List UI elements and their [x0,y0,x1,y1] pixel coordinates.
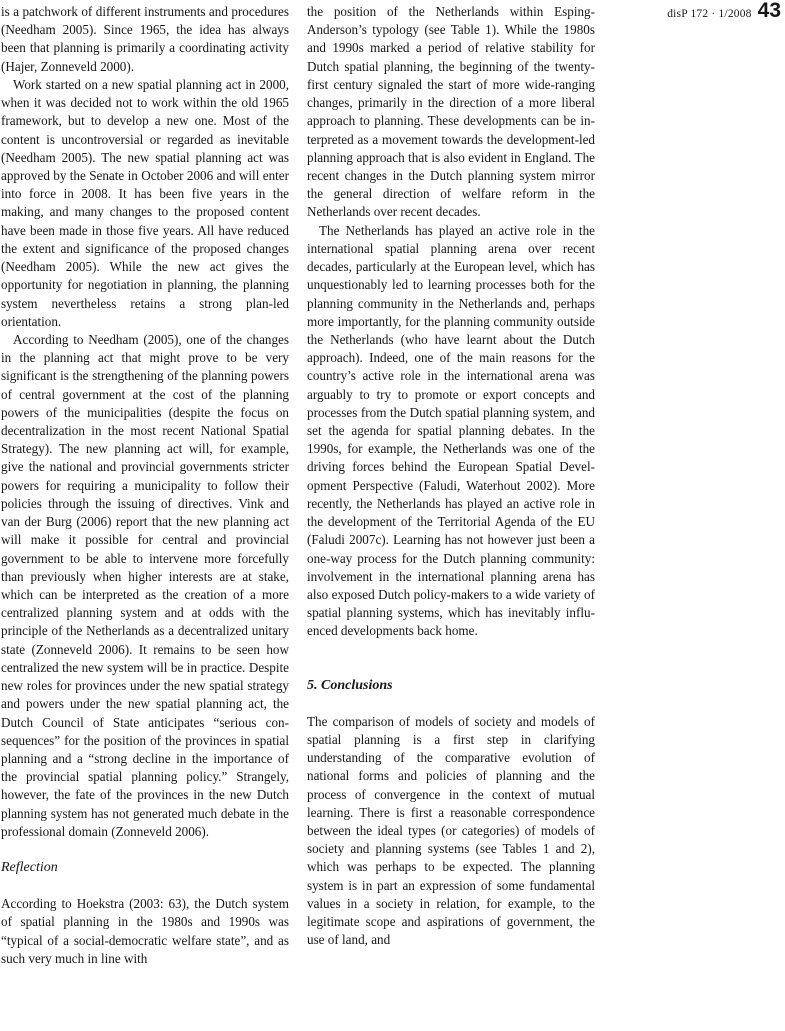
section-heading-conclusions: 5. Conclusions [307,677,393,693]
body-paragraph: The comparison of models of society and models of spatial planning is a first step in clarifying understanding of the comparative evolution of national forms and policies of planning and the process of convergence in the context of mutual learning. There is first a reasonable correspondence between the ideal types (or categories) of models of society and planning systems (see Tables 1 and 2), which was perhaps to be expected. The planning system is in part an expression of some fundamental values in a society in relation, for example, to the legitimate scope and aspirations of government, the use of land, and [307,713,595,948]
body-paragraph: The Netherlands has played an active role in the international spatial planning arena over recent decades, particularly at the European level, which has unquestionably led to learning processes both for the planning community in the Netherlands and, perhaps more importantly, for the planning community outside the Netherlands (who have learnt about the Dutch approach). Indeed, one of the main reasons for the country’s active role in the international arena was arguably to try to promote or export concepts and processes from the Dutch spatial planning system, and set the agenda for spatial planning debates. In the 1990s, for example, the Netherlands was one of the driving forces behind the European Spatial Development Perspective (Faludi, Waterhout 2002). More recently, the Netherlands has played an active role in the development of the Territorial Agenda of the EU (Faludi 2007c). Learning has not however just been a one-way process for the Dutch planning community: involvement in the international planning arena has also exposed Dutch policy-makers to a wide variety of spatial planning systems, which has inevitably influenced developments back home. [307,222,595,639]
page-number: 43 [757,0,781,22]
left-column [1,3,289,968]
body-paragraph: the position of the Netherlands within Esping-Anderson’s typology (see Table 1). While the 1980s and 1990s marked a period of relative stability for Dutch spatial planning, the beginning of the twenty-first century signaled the start of more wide-ranging changes, primarily in the direction of a more liberal approach to planning. These developments can be interpreted as a movement towards the development-led planning approach that is also evident in England. The recent changes in the Dutch planning system mirror the general direction of welfare reform in the Netherlands over recent decades. [307,4,595,220]
section-heading-reflection: Reflection [1,860,58,876]
journal-issue: disP 172 · 1/2008 [667,8,752,20]
body-paragraph: is a patchwork of different instruments and procedures (Needham 2005). Since 1965, the idea has always been that planning is primarily a coordinating activity (Hajer, Zonneveld 2000). [1,4,289,74]
body-paragraph: Work started on a new spatial planning act in 2000, when it was decided not to work within the old 1965 framework, but to develop a new one. Most of the content is uncontroversial or regarded as inevitable (Needham 2005). The new spatial planning act was approved by the Senate in October 2006 and will enter into force in 2008. It has been five years in the making, and many changes to the proposed content have been made in those five years. All have reduced the extent and significance of the proposed changes (Needham 2005). While the new act gives the opportunity for negotiation in planning, the planning system nevertheless retains a strong plan-led orientation. [1,76,289,329]
right-column [307,3,595,950]
body-paragraph: According to Hoekstra (2003: 63), the Dutch system of spatial planning in the 1980s and 1990s was “typical of a social-democratic welfare state”, and as such very much in line with [1,896,289,966]
body-paragraph: According to Needham (2005), one of the changes in the planning act that might prove to be very significant is the strengthening of the planning powers of central government at the cost of the planning powers of the municipalities (despite the focus on decentralization in the most recent National Spatial Strategy). The new planning act will, for example, give the national and provincial governments stricter powers for requiring a municipality to follow their policies through the issuing of directives. Vink and van der Burg (2006) report that the new planning act will make it possible for central and provincial government to be able to intervene more forcefully than previously when higher interests are at stake, which can be interpreted as the creation of a more centralized planning system and at odds with the principle of the Netherlands as a decentralized unitary state (Zonneveld 2006). It remains to be seen how centralized the new system will be in practice. Despite new roles for provinces under the new spatial strategy and powers under the new spatial planning act, the Dutch Council of State anticipates “serious consequences” for the position of the provinces in spatial planning and a “strong decline in the importance of the provincial spatial planning policy.” Strangely, however, the fate of the provinces in the new Dutch planning system has not generated much debate in the professional domain (Zonneveld 2006). [1,331,289,839]
running-header [667,0,781,22]
